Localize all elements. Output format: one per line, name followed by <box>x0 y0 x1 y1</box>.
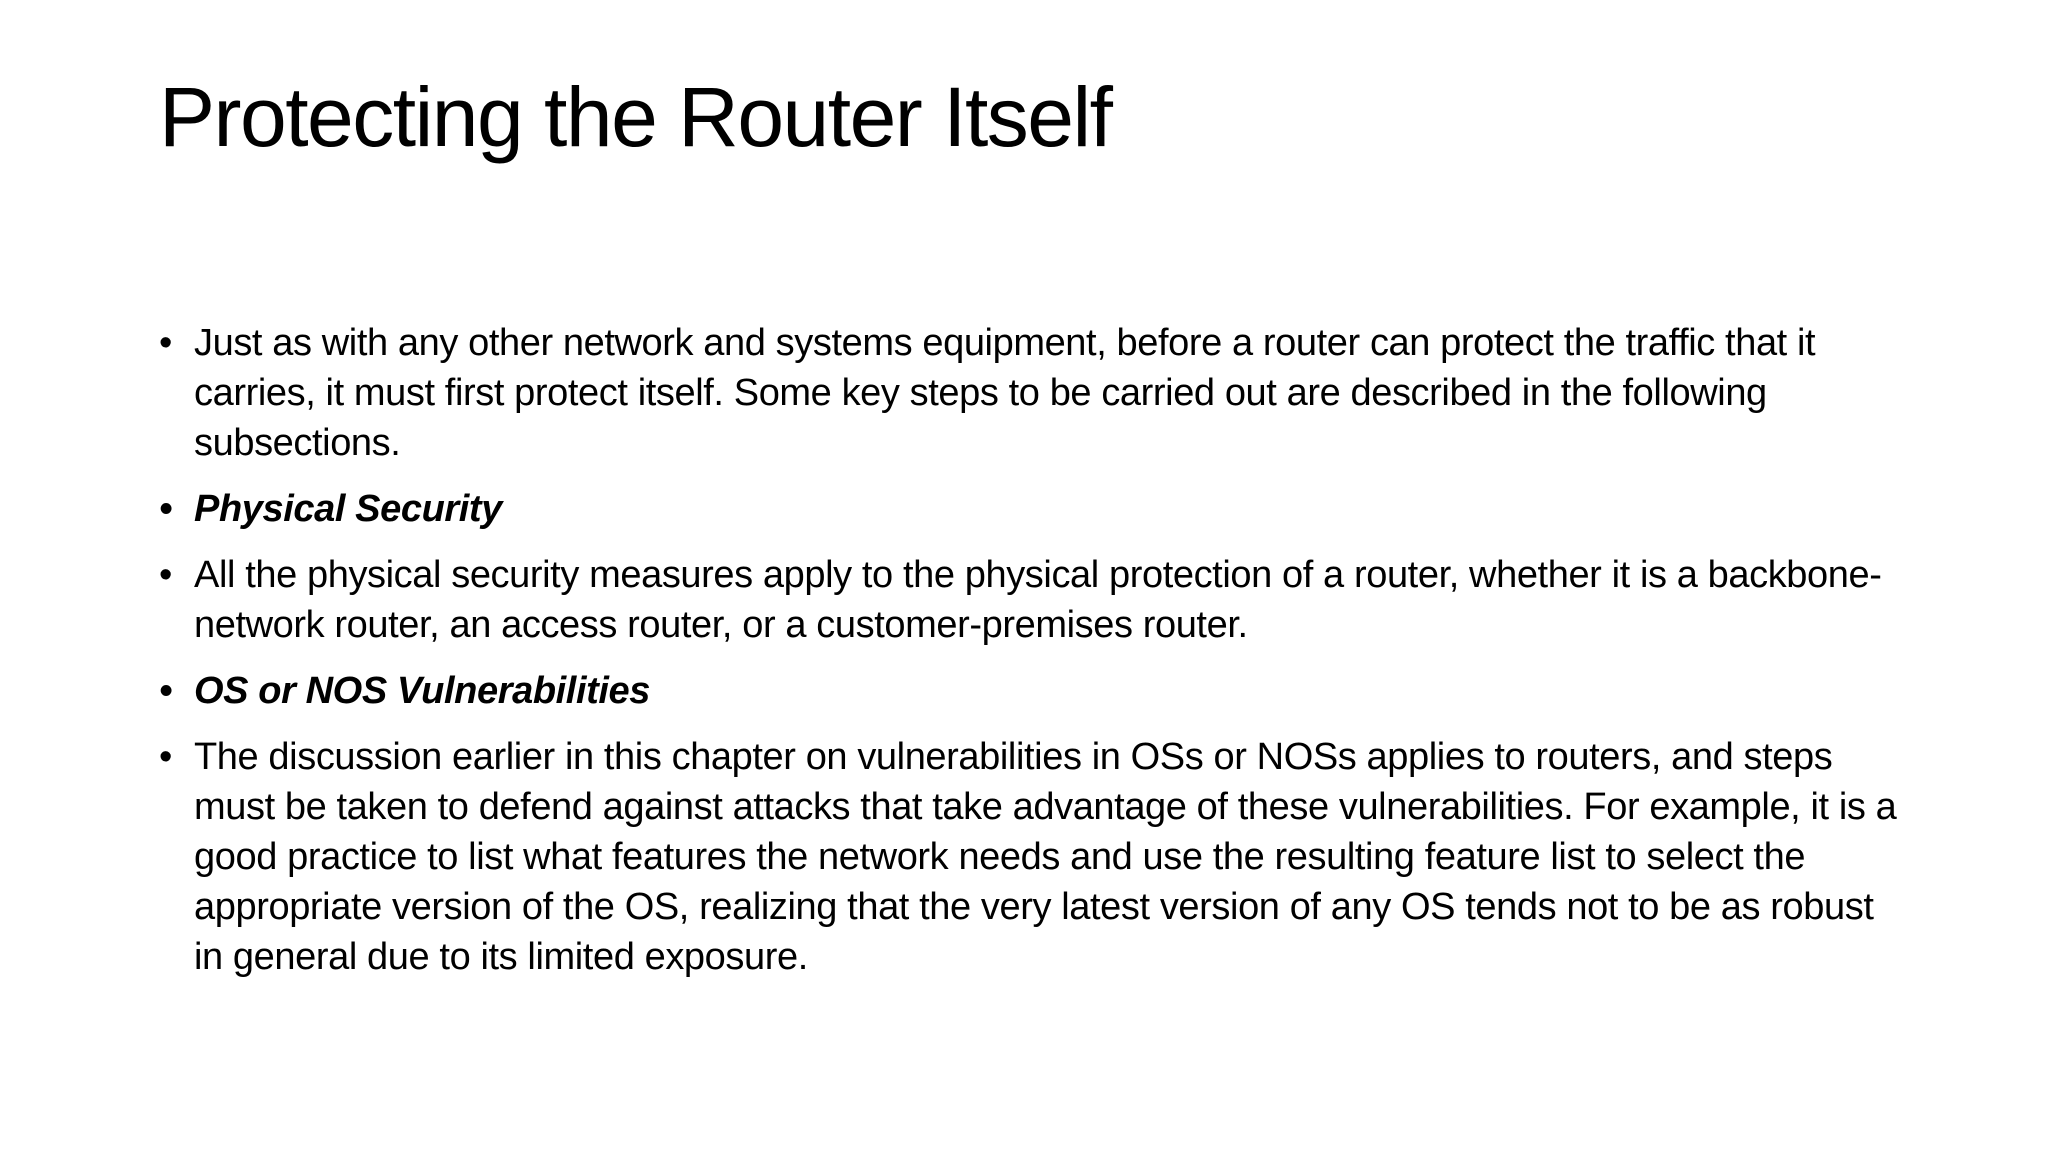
bullet-os-vulnerabilities-heading: • OS or NOS Vulnerabilities <box>159 666 1899 716</box>
bullet-physical-security-heading: • Physical Security <box>159 484 1899 534</box>
bullet-physical-security-text: • All the physical security measures apply to the physical protection of a router, whether it is a backbone-network router, an access router, or a customer-premises router. <box>159 550 1899 650</box>
bullet-list <box>159 318 1899 998</box>
bullet-os-vulnerabilities-text: • The discussion earlier in this chapter on vulnerabilities in OSs or NOSs applies to routers, and steps must be taken to defend against attacks that take advantage of these vulnerabilities. For example, it is a good practice to list what features the network needs and use the resulting feature list to select the appropriate version of the OS, realizing that the very latest version of any OS tends not to be as robust in general due to its limited exposure. <box>159 732 1899 982</box>
bullet-intro: • Just as with any other network and systems equipment, before a router can protect the traffic that it carries, it must first protect itself. Some key steps to be carried out are described in the following subsections. <box>159 318 1899 468</box>
slide-title: Protecting the Router Itself <box>159 70 1112 164</box>
